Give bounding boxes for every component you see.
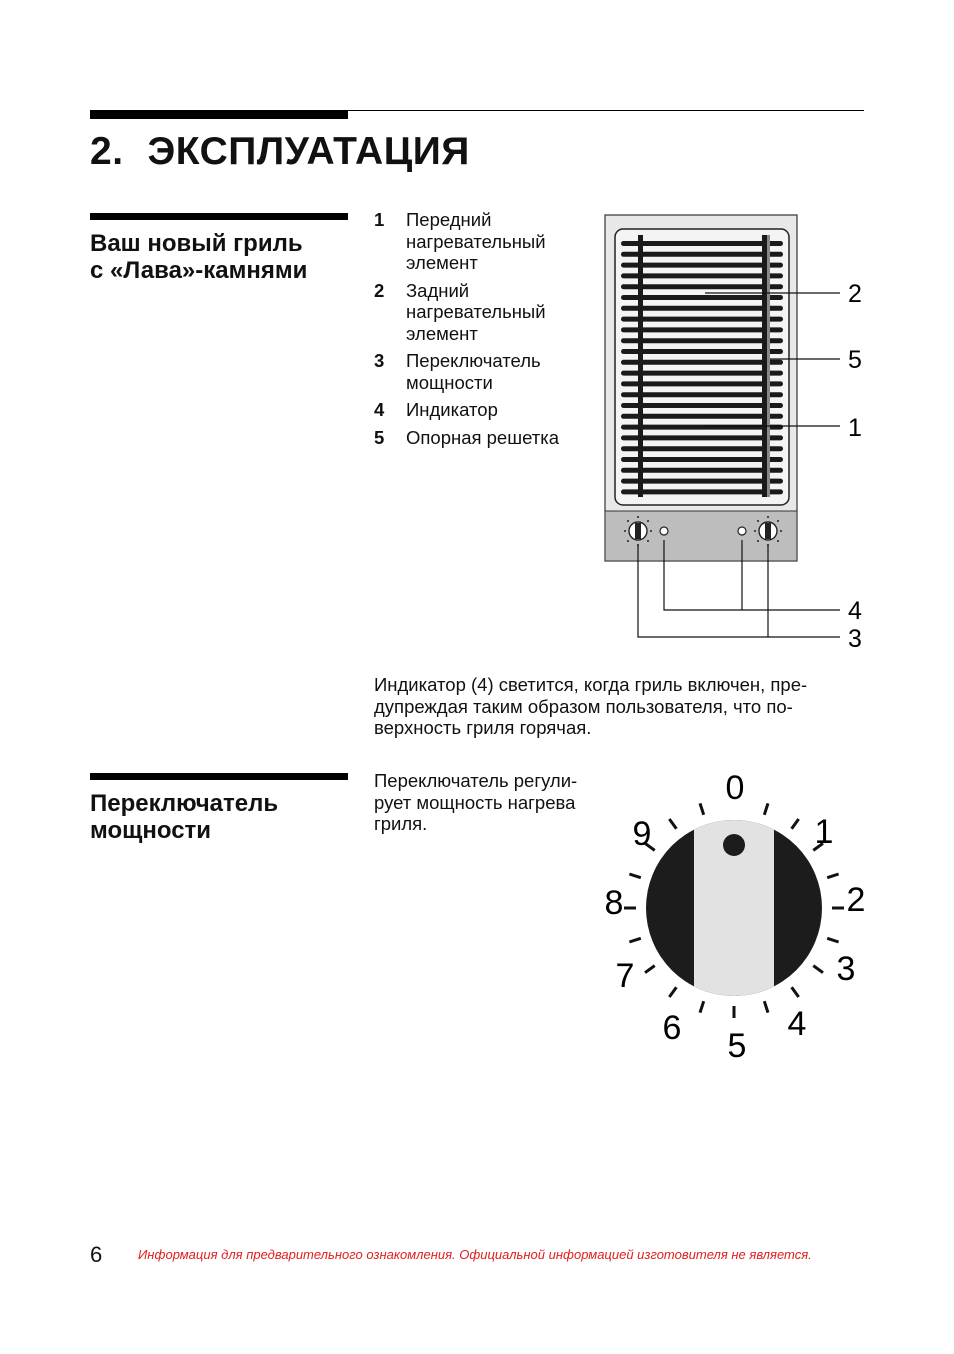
- callout-3: 3: [848, 625, 862, 653]
- support-bar: [762, 235, 767, 497]
- switch-paragraph: [374, 770, 614, 835]
- dial-tick: [764, 1001, 768, 1012]
- legend-num: 1: [374, 209, 385, 230]
- grate-bar: [621, 457, 783, 462]
- grate-bar: [621, 489, 783, 494]
- dial-tick: [764, 803, 768, 814]
- dial-pointer-dot: [723, 834, 745, 856]
- grate-bar: [621, 284, 783, 289]
- grate-bar: [621, 295, 783, 300]
- grate-bar: [621, 435, 783, 440]
- dial-tick: [792, 987, 799, 997]
- legend-text: Задний нагревательный элемент: [406, 279, 546, 344]
- dial-label-4: 4: [787, 1005, 807, 1043]
- grate-bar: [621, 392, 783, 397]
- indicator-text-line1: Индикатор (4) светится, когда гриль включен, пре-: [374, 674, 808, 695]
- dial-tick: [669, 819, 676, 829]
- dial-tick: [629, 938, 640, 942]
- legend-num: 4: [374, 399, 385, 420]
- support-bar: [638, 235, 643, 497]
- legend-item: [374, 209, 594, 274]
- grate-bar: [621, 241, 783, 246]
- dial-tick: [700, 1001, 704, 1012]
- grate-bar: [621, 327, 783, 332]
- dial-label-1: 1: [814, 813, 834, 851]
- grate-bar: [621, 252, 783, 257]
- section2-heading-line2: мощности: [90, 817, 212, 844]
- dial-tick: [827, 938, 838, 942]
- callout-2: 2: [848, 280, 862, 308]
- support-bar-light: [767, 235, 770, 497]
- section1-heading: [90, 230, 307, 284]
- grill-diagram: [590, 205, 880, 665]
- footer-disclaimer: Информация для предварительного ознакомления. Официальной информацией изготовителя не является.: [138, 1247, 812, 1262]
- dial-label-3: 3: [836, 950, 856, 988]
- dial-label-9: 9: [632, 815, 652, 853]
- grate-bar: [621, 414, 783, 419]
- legend-item: [374, 427, 594, 449]
- legend-text: Переключатель мощности: [406, 350, 541, 393]
- section1-rule: [90, 213, 348, 220]
- switch-text-line2: рует мощность нагрева: [374, 791, 576, 813]
- dial-tick: [813, 966, 823, 973]
- dial-label-5: 5: [727, 1027, 747, 1065]
- switch-text-line1: Переключатель регули-: [374, 770, 578, 791]
- grate-bar: [621, 306, 783, 311]
- grate-bar: [621, 273, 783, 278]
- dial-tick: [792, 819, 799, 829]
- indicator-light-left: [660, 527, 668, 535]
- chapter-title-text: ЭКСПЛУАТАЦИЯ: [147, 130, 470, 173]
- grate-bar: [621, 479, 783, 484]
- grate-bar: [621, 349, 783, 354]
- grate-bar: [621, 446, 783, 451]
- legend-list: [374, 209, 594, 454]
- power-dial-diagram: [590, 765, 880, 1065]
- legend-num: 5: [374, 426, 385, 448]
- dial-label-6: 6: [662, 1009, 682, 1047]
- dial-tick: [827, 874, 838, 878]
- page-number: 6: [90, 1242, 103, 1267]
- chapter-number: 2.: [90, 130, 124, 173]
- callout-4: 4: [848, 597, 862, 625]
- grate-bar: [621, 371, 783, 376]
- grate-bar: [621, 263, 783, 268]
- dial-label-8: 8: [604, 884, 624, 922]
- section1-heading-line1: Ваш новый гриль: [90, 230, 303, 257]
- indicator-light-right: [738, 527, 746, 535]
- chapter-title: [90, 130, 470, 174]
- legend-item: [374, 350, 594, 393]
- grate-bar: [621, 360, 783, 365]
- chapter-rule-thin: [348, 110, 864, 111]
- dial-tick: [700, 803, 704, 814]
- section2-heading-line1: Переключатель: [90, 790, 279, 817]
- switch-text-line3: гриля.: [374, 813, 428, 834]
- dial-tick: [629, 874, 640, 878]
- dial-tick: [645, 966, 655, 973]
- indicator-paragraph: [374, 674, 874, 739]
- dial-tick: [669, 987, 676, 997]
- dial-label-7: 7: [615, 957, 635, 995]
- section2-rule: [90, 773, 348, 780]
- grate-bar: [621, 381, 783, 386]
- dial-label-2: 2: [846, 881, 866, 919]
- grate-bar: [621, 317, 783, 322]
- grate-bar: [621, 468, 783, 473]
- indicator-text-line2: дупреждая таким образом пользователя, что по-: [374, 695, 793, 717]
- legend-text: Опорная решетка: [406, 426, 560, 448]
- callout-1: 1: [848, 414, 862, 442]
- chapter-rule-thick: [90, 110, 348, 119]
- dial-label-0: 0: [725, 769, 745, 807]
- legend-num: 3: [374, 350, 385, 371]
- legend-num: 2: [374, 279, 385, 301]
- grate-bar: [621, 338, 783, 343]
- section2-heading: [90, 790, 278, 844]
- legend-text: Передний нагревательный элемент: [406, 209, 546, 273]
- indicator-text-line3: верхность гриля горячая.: [374, 717, 592, 738]
- legend-item: [374, 280, 594, 345]
- legend-text: Индикатор: [406, 399, 498, 420]
- callout-5: 5: [848, 346, 862, 374]
- grate-bar: [621, 403, 783, 408]
- grate-bar: [621, 425, 783, 430]
- section1-heading-line2: с «Лава»-камнями: [90, 257, 308, 284]
- legend-item: [374, 399, 594, 421]
